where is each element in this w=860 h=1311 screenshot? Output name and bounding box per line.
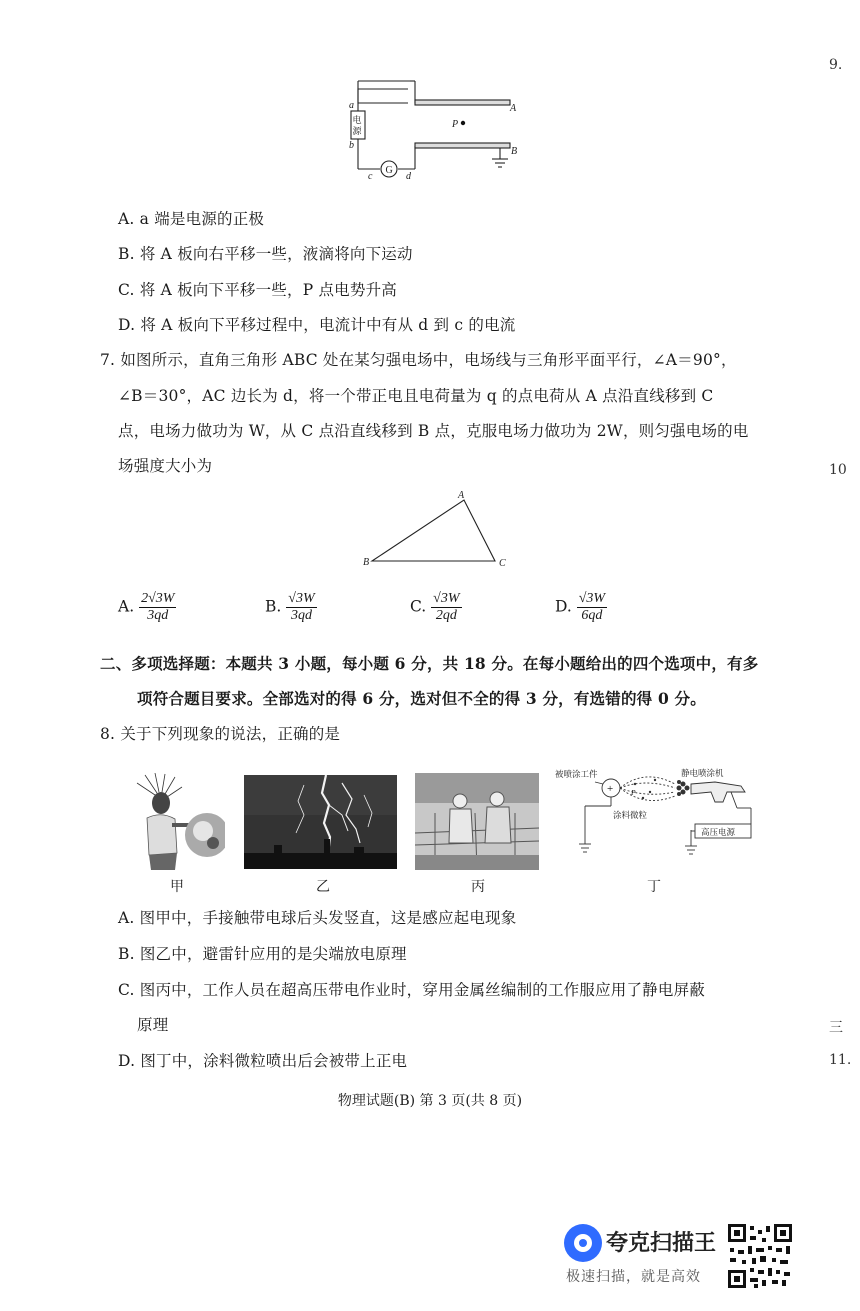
q8-stem: 8. 关于下列现象的说法，正确的是 bbox=[100, 725, 341, 743]
q7-line-3: 点，电场力做功为 W，从 C 点沿直线移到 B 点，克服电场力做功为 2W，则匀强电场的电 bbox=[118, 422, 749, 440]
label-d: d bbox=[406, 171, 411, 182]
brand-logo-icon bbox=[564, 1224, 602, 1262]
capacitor-circuit-figure bbox=[340, 75, 530, 185]
workpiece-label: 被喷涂工件 bbox=[555, 769, 598, 779]
fraction-denominator: 6qd bbox=[581, 608, 603, 624]
page-footer: 物理试题(B) 第 3 页(共 8 页) bbox=[337, 1093, 523, 1109]
label-P: P bbox=[452, 119, 459, 130]
choice-label: A. bbox=[118, 597, 135, 616]
source-label-2: 源 bbox=[352, 126, 362, 136]
fraction-numerator: 2√3W bbox=[139, 591, 176, 608]
label-plate-A: A bbox=[510, 103, 517, 114]
fraction-denominator: 3qd bbox=[290, 608, 312, 624]
label-plate-B: B bbox=[511, 146, 518, 157]
choice-label: D. bbox=[555, 597, 572, 616]
q8-option-a: A. 图甲中，手接触带电球后头发竖直，这是感应起电现象 bbox=[118, 909, 517, 927]
section-2-heading-line-1: 二、多项选择题：本题共 3 小题，每小题 6 分，共 18 分。在每小题给出的四个选项中，有多 bbox=[100, 654, 759, 673]
label-c: c bbox=[368, 171, 373, 182]
choice-label: C. bbox=[410, 597, 427, 616]
caption-yi: 乙 bbox=[316, 879, 330, 895]
vertex-C: C bbox=[499, 558, 506, 569]
qr-code-icon bbox=[726, 1222, 794, 1290]
sprayer-label: 静电喷涂机 bbox=[681, 768, 724, 778]
photo-yi-lightning bbox=[244, 775, 397, 869]
vertex-A: A bbox=[458, 490, 465, 501]
q6-option-c: C. 将 A 板向下平移一些，P 点电势升高 bbox=[118, 281, 397, 299]
edge-q9: 9. bbox=[829, 57, 843, 73]
vertex-B: B bbox=[363, 557, 370, 568]
fraction-numerator: √3W bbox=[431, 591, 461, 608]
fraction-denominator: 3qd bbox=[147, 608, 169, 624]
label-b: b bbox=[349, 140, 354, 151]
q7-line-1: 7. 如图所示，直角三角形 ABC 处在某匀强电场中，电场线与三角形平面平行，∠A＝90°， bbox=[100, 351, 737, 369]
q7-choice-b bbox=[265, 591, 317, 624]
q6-option-a: A. a 端是电源的正极 bbox=[118, 210, 265, 228]
source-label-1: 电 bbox=[352, 115, 362, 125]
caption-ding: 丁 bbox=[647, 879, 661, 895]
particles-label: 涂料微粒 bbox=[613, 810, 648, 820]
q7-choice-c bbox=[410, 591, 462, 624]
droplet-point bbox=[461, 121, 465, 125]
q7-line-2: ∠B＝30°，AC 边长为 d，将一个带正电且电荷量为 q 的点电荷从 A 点沿直线移到 C bbox=[118, 387, 714, 405]
q7-choice-d bbox=[555, 591, 607, 624]
galvanometer-label: G bbox=[385, 165, 393, 176]
q8-option-d: D. 图丁中，涂料微粒喷出后会被带上正电 bbox=[118, 1052, 408, 1070]
brand-name: 夸克扫描王 bbox=[606, 1231, 717, 1256]
electrostatic-spray-diagram bbox=[555, 762, 760, 874]
q6-option-d: D. 将 A 板向下平移过程中，电流计中有从 d 到 c 的电流 bbox=[118, 316, 516, 334]
hv-source-label: 高压电源 bbox=[701, 827, 736, 837]
scanner-watermark bbox=[560, 1222, 860, 1302]
choice-label: B. bbox=[265, 597, 282, 616]
caption-jia: 甲 bbox=[170, 879, 184, 895]
brand-slogan: 极速扫描，就是高效 bbox=[566, 1269, 701, 1285]
edge-section-3: 三 bbox=[829, 1020, 843, 1036]
fraction-numerator: √3W bbox=[286, 591, 316, 608]
photo-bing-live-line-workers bbox=[415, 773, 539, 870]
fraction-numerator: √3W bbox=[577, 591, 607, 608]
photo-jia-hair-standing bbox=[127, 773, 225, 870]
q7-choice-a bbox=[118, 591, 176, 624]
label-a: a bbox=[349, 100, 354, 111]
section-2-heading-line-2: 项符合题目要求。全部选对的得 6 分，选对但不全的得 3 分，有选错的得 0 分。 bbox=[137, 689, 706, 708]
edge-q10: 10 bbox=[829, 462, 847, 478]
edge-q11: 11. bbox=[829, 1052, 852, 1068]
fraction-denominator: 2qd bbox=[435, 608, 457, 624]
q8-option-c-line-2: 原理 bbox=[137, 1016, 169, 1034]
positive-sign: + bbox=[607, 783, 614, 795]
q8-option-c-line-1: C. 图丙中，工作人员在超高压带电作业时，穿用金属丝编制的工作服应用了静电屏蔽 bbox=[118, 981, 705, 999]
q8-option-b: B. 图乙中，避雷针应用的是尖端放电原理 bbox=[118, 945, 407, 963]
q7-line-4: 场强度大小为 bbox=[118, 457, 213, 475]
label-P-diagram: P bbox=[631, 788, 636, 797]
triangle-abc-figure bbox=[360, 488, 520, 573]
q6-option-b: B. 将 A 板向右平移一些，液滴将向下运动 bbox=[118, 245, 413, 263]
caption-bing: 丙 bbox=[471, 879, 485, 895]
